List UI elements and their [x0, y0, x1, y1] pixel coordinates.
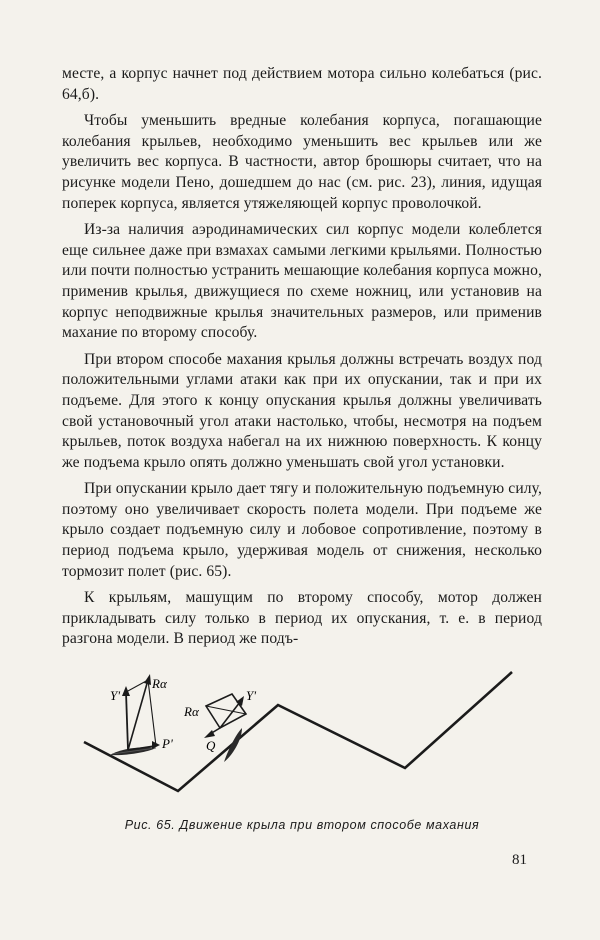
paragraph: Чтобы уменьшить вредные колебания корпуса, погашающие колебания крыльев, необходимо уменьшить вес крыльев или же увеличить вес корпуса. В частности, автор брошюры считает, что на рисунке модели Пено, дошедшем до нас (см. рис. 23), линия, идущая поперек корпуса, является утяжеляющей корпус проволочкой.: [62, 112, 542, 212]
figure-65: [60, 650, 540, 820]
label-y-left: Y': [110, 688, 121, 703]
figure-caption: Рис. 65. Движение крыла при втором способе махания: [124, 818, 480, 832]
paragraph: При опускании крыло дает тягу и положительную подъемную силу, поэтому оно увеличивает скорость полета модели. При подъеме же крыло создает подъемную силу и лобовое сопротивление, поэтому в период подъема крыло, удерживая модель от снижения, несколько тормозит полет (рис. 65).: [62, 480, 542, 580]
paragraph: При втором способе махания крылья должны встречать воздух под положительными углами атаки как при их опускании, так и при их подъеме. Для этого к концу опускания крылья должны увеличивать свой установочный угол атаки настолько, чтобы, несмотря на подъем крыльев, поток воздуха набегал на их нижнюю поверхность. К концу же подъема крыло опять должно уменьшать свой угол установки.: [62, 350, 542, 471]
paragraph: Из-за наличия аэродинамических сил корпус модели колеблется еще сильнее даже при взмахах самыми легкими крыльями. Полностью или почти полностью устранить мешающие колебания корпуса можно, применив крылья, движущиеся по схеме ножниц, или установив на корпус неподвижные крылья значительных размеров, или применив махание по второму способу.: [62, 221, 542, 342]
body-text: [62, 64, 542, 656]
wing-path-line: [84, 672, 512, 791]
page-number: 81: [512, 852, 527, 868]
label-p-left: P': [162, 736, 173, 751]
label-y-right: Y': [246, 688, 257, 703]
label-r-left: Rα: [152, 676, 167, 691]
wing-motion-diagram: [60, 650, 540, 820]
label-q-right: Q: [206, 738, 216, 753]
label-r-right: Rα: [184, 704, 199, 719]
paragraph-continuation: месте, а корпус начнет под действием мотора сильно колебаться (рис. 64,б).: [62, 65, 542, 103]
paragraph: К крыльям, машущим по второму способу, мотор должен прикладывать силу только в период их опускания, т. е. в период разгона модели. В период же подъ-: [62, 589, 542, 648]
